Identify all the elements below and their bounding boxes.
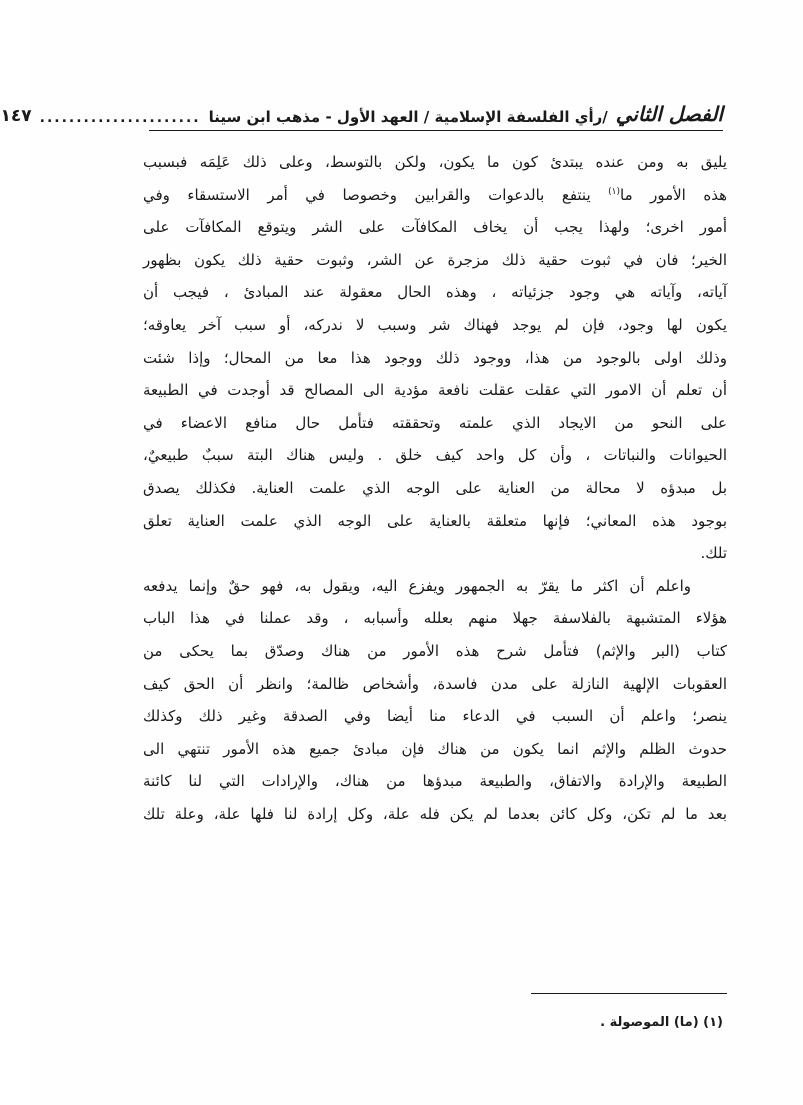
text-line: واعلم أن اكثر ما يقرّ به الجمهور ويفزع اليه، ويقول به، فهو حقٌ وإنما يدفعه [143,576,691,595]
text-segment: هذه الأمور ما [620,185,727,204]
text-line: تلك. [700,544,727,563]
text-line: بل مبدؤه لا محالة من العناية على الوجه الذي علمت العناية. فكذلك يصدق [143,478,727,497]
text-line: أمور اخرى؛ ولهذا يجب أن يخاف المكافآت على الشر ويتوقع المكافآت على [143,218,727,237]
text-line: بعد ما لم تكن، وكل كائن بعدما لم يكن فله علة، وكل إرادة لنا فلها علة، وعلة تلك [143,804,727,823]
text-line: العقوبات الإلهية النازلة على مدن فاسدة، وأشخاص ظالمة؛ وانظر أن الحق كيف [143,674,727,693]
paragraph-1 [143,146,727,570]
text-line: ينصر؛ واعلم أن السبب في الدعاء منا أيضا وفي الصدقة وغير ذلك وكذلك [143,707,727,726]
footnote-divider [531,993,727,994]
text-line: يكون لها وجود، فإن لم يوجد فهناك شر وسبب لا ندركه، أو سبب آخر يعاوقه؛ [143,315,727,334]
text-line: الحيوانات والنباتات ، وأن كل واحد كيف خلق . وليس هناك البتة سببٌ طبيعيٌ، [143,446,727,465]
running-header [0,96,723,126]
text-segment: ينتفع بالدعوات والقرابين وخصوصا في أمر الاستسقاء وفي [143,185,609,204]
paragraph-2 [143,570,727,831]
text-line: يليق به ومن عنده يبتدئ كون ما يكون، ولكن بالتوسط، وعلى ذلك عَلِمَه فبسبب [143,153,727,171]
text-line: أن تعلم أن الامور التي عقلت عقلت نافعة مؤدية الى المصالح قد أوجدت في الطبيعة [143,381,727,400]
main-text [143,146,727,830]
text-line: بوجود هذه المعاني؛ فإنها متعلقة بالعناية على الوجه الذي علمت العناية تعلق [143,511,727,530]
text-line: هؤلاء المتشبهة بالفلاسفة جهلا منهم بعلله وأسبابه ، وقد عملنا في هذا الباب [143,609,727,628]
text-line-with-footnote [143,179,727,212]
text-line: كتاب (البر والإثم) فتأمل شرح هذه الأمور من هناك وصدّق بما يحكى من [143,641,727,660]
footnote-marker[interactable]: (١) [608,186,620,197]
running-title: /رأي الفلسفة الإسلامية / العهد الأول - مذهب ابن سينا [208,108,608,126]
footnote: (١) (ما) الموصولة . [600,1015,723,1030]
header-divider [149,130,723,131]
text-line: آياته، وآياته هي وجود جزئياته ، وهذه الحال معقولة عند المبادئ ، فيجب أن [143,283,727,302]
text-line: حدوث الظلم والإثم انما يكون من هناك فإن مبادئ جميع هذه الأمور تنتهي الى [143,739,727,758]
page-number: ١٤٧ [0,106,32,126]
leader-dots: ...................... [39,110,201,126]
chapter-label: الفصل الثاني [615,102,723,126]
text-line: على النحو من الايجاد الذي علمته وتحققته فتأمل حال منافع الاعضاء في [143,413,727,432]
text-line: وذلك اولى بالوجود من هذا، ووجود ذلك ووجود هذا معا من المحال؛ وإذا شئت [143,348,727,367]
text-line: الخير؛ فان في ثبوت حقية ذلك مزجرة عن الشر، وثبوت حقية ذلك يكون بظهور [143,250,727,269]
text-line: الطبيعة والإرادة والاتفاق، والطبيعة مبدؤها من هناك، والإرادات التي لنا كائنة [143,772,727,791]
